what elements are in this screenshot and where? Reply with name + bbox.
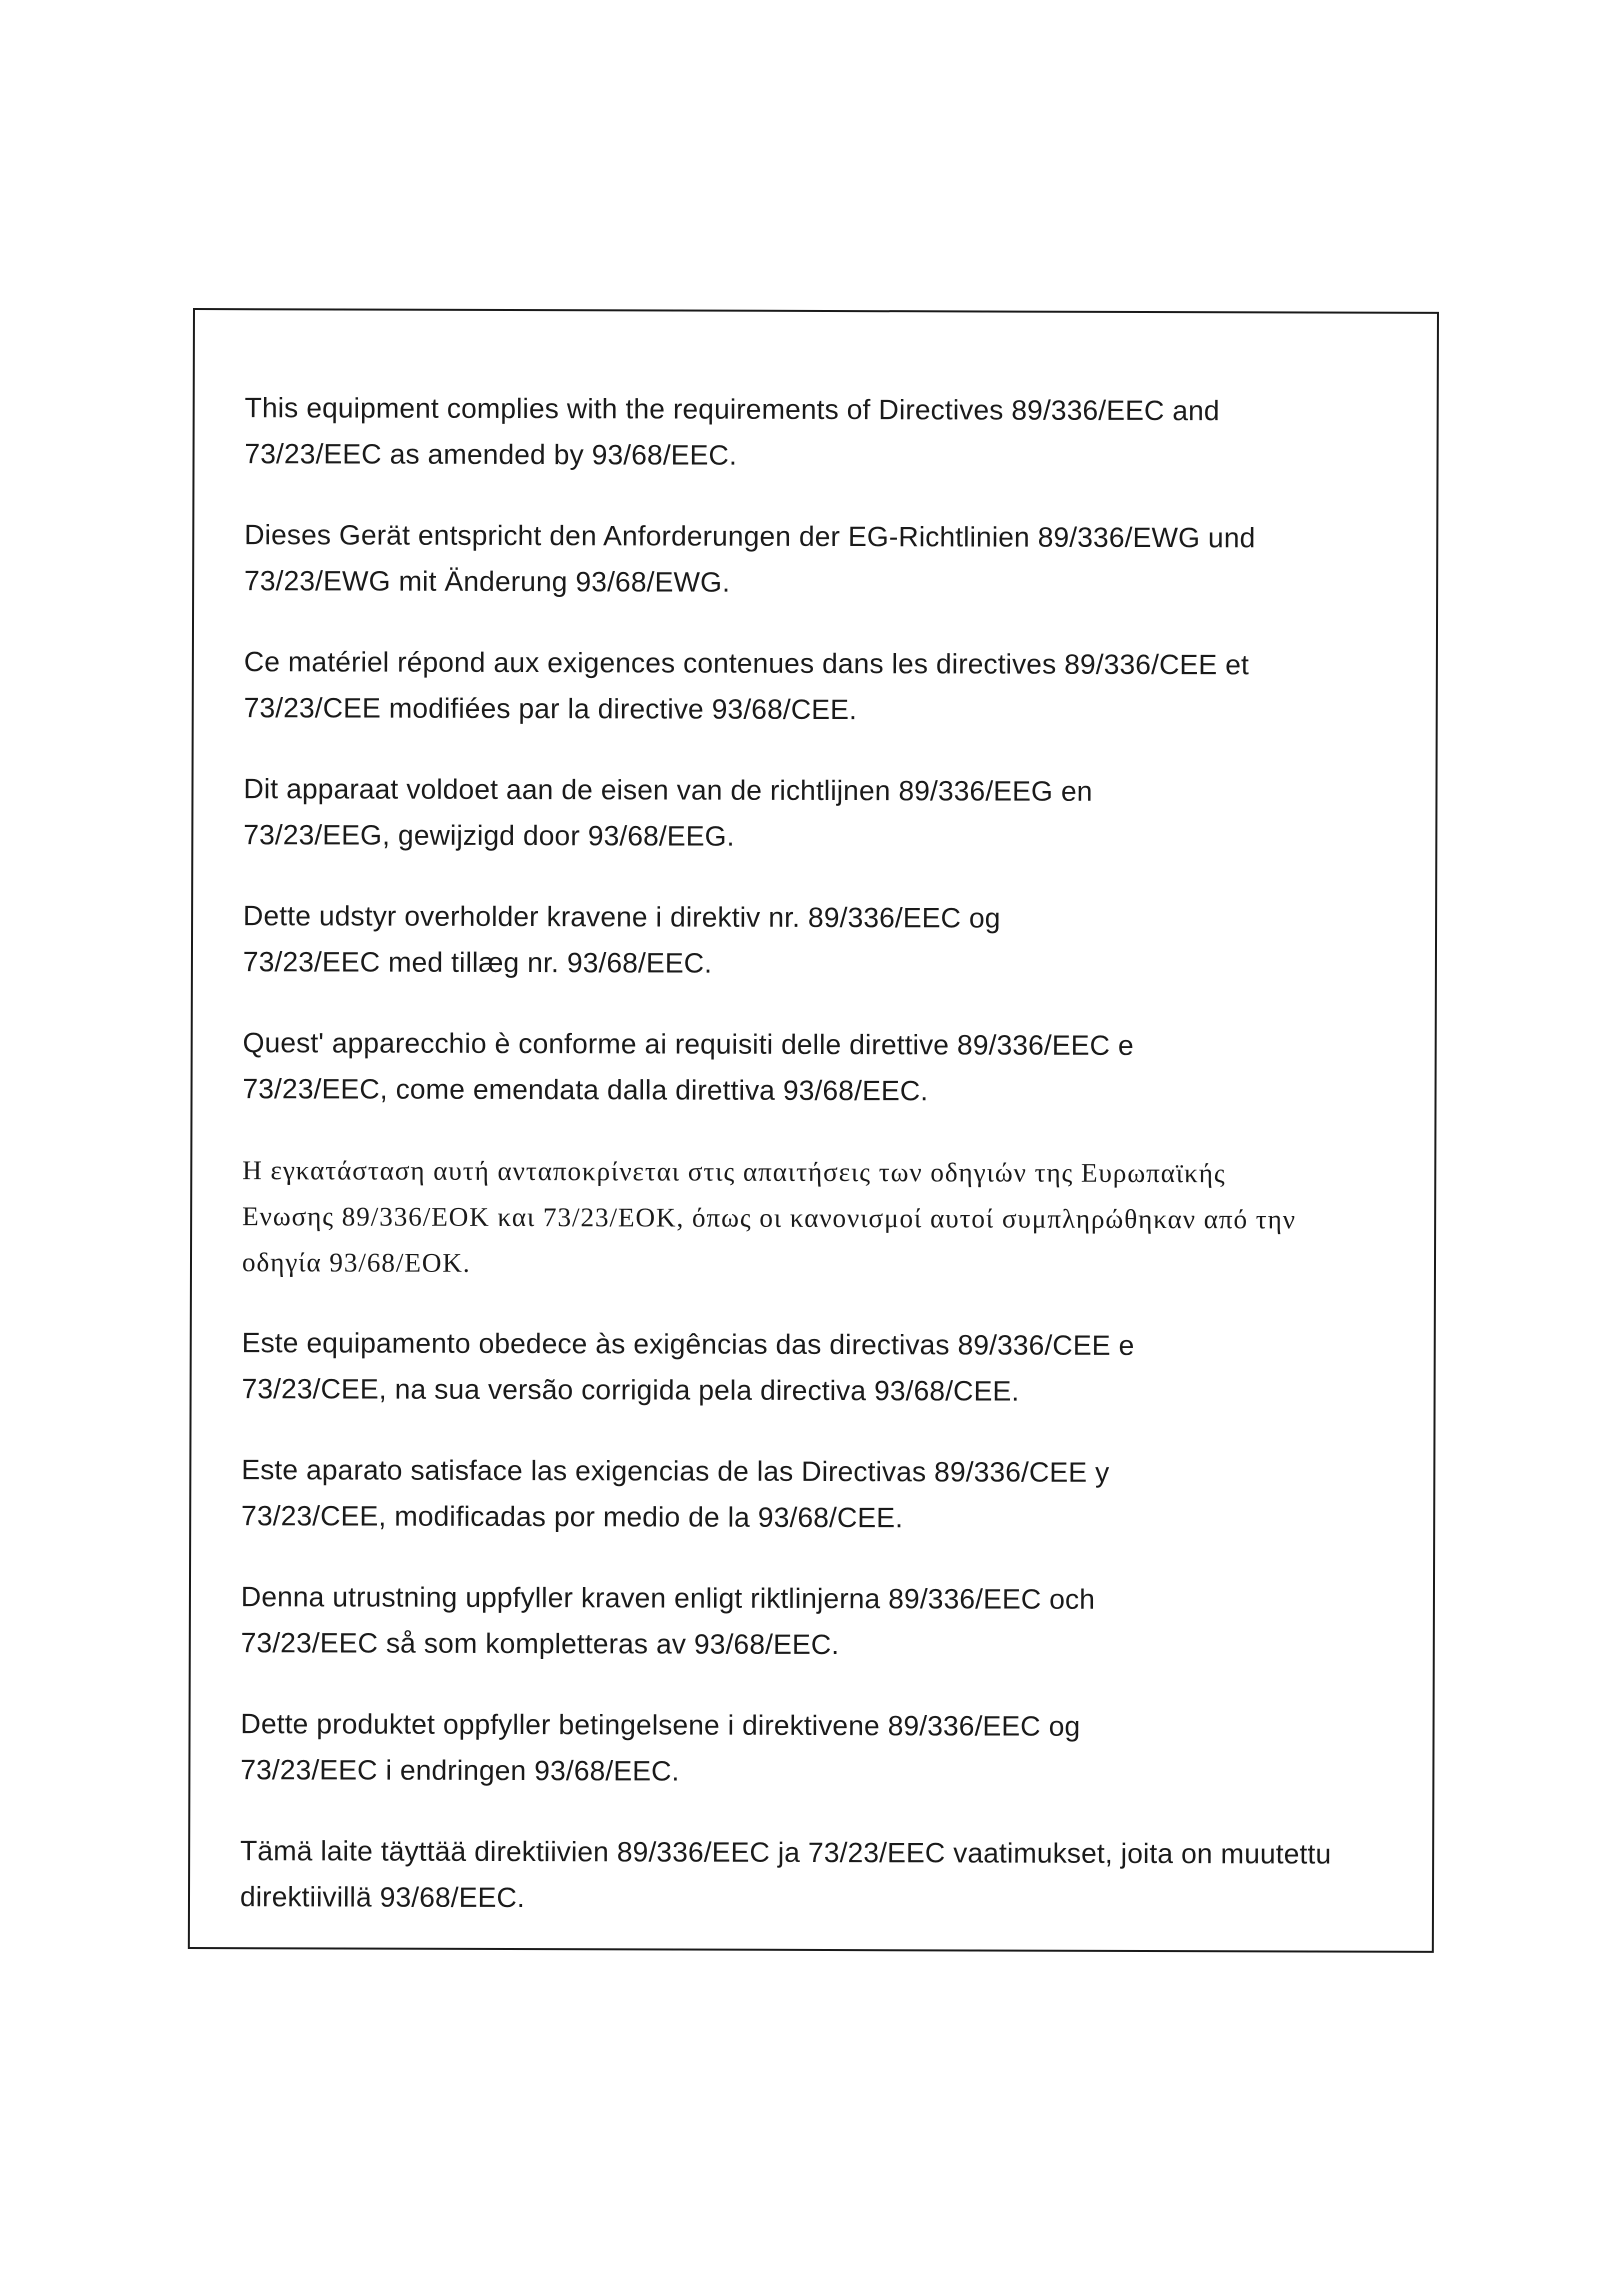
statement-french: Ce matériel répond aux exigences contenues dans les directives 89/336/CEE et 73/23/CEE modifiées par la directive 93/68/CEE. bbox=[243, 646, 1250, 726]
statement-greek: Η εγκατάσταση αυτή ανταποκρίνεται στις απαιτήσεις των οδηγιών της Ευρωπαϊκής Ενωσης 89/336/ΕΟΚ και 73/23/ΕΟΚ, όπως οι κανονισμοί αυτοί συμπληρώθηκαν από την οδηγία 93/68/ΕΟΚ. bbox=[241, 1155, 1297, 1278]
statement-spanish: Este aparato satisface las exigencias de las Directivas 89/336/CEE y 73/23/CEE, modificadas por medio de la 93/68/CEE. bbox=[241, 1454, 1110, 1534]
statement-english: This equipment complies with the requirements of Directives 89/336/EEC and 73/23/EEC as amended by 93/68/EEC. bbox=[244, 392, 1220, 471]
statement-danish: Dette udstyr overholder kravene i direktiv nr. 89/336/EEC og 73/23/EEC med tillæg nr. 93/68/EEC. bbox=[242, 900, 1001, 979]
statement-norwegian: Dette produktet oppfyller betingelsene i direktivene 89/336/EEC og 73/23/EEC i endringen 93/68/EEC. bbox=[240, 1708, 1081, 1787]
statement-italian: Quest' apparecchio è conforme ai requisiti delle direttive 89/336/EEC e 73/23/EEC, come emendata dalla direttiva 93/68/EEC. bbox=[242, 1027, 1134, 1107]
statement-portuguese: Este equipamento obedece às exigências das directivas 89/336/CEE e 73/23/CEE, na sua versão corrigida pela directiva 93/68/CEE. bbox=[241, 1327, 1135, 1407]
statement-german: Dieses Gerät entspricht den Anforderungen der EG-Richtlinien 89/336/EWG und 73/23/EWG mit Änderung 93/68/EWG. bbox=[244, 519, 1256, 598]
declaration-box bbox=[188, 308, 1439, 1953]
statement-dutch: Dit apparaat voldoet aan de eisen van de richtlijnen 89/336/EEG en 73/23/EEG, gewijzigd door 93/68/EEG. bbox=[243, 773, 1093, 852]
compliance-statements bbox=[240, 385, 1405, 1959]
statement-finnish: Tämä laite täyttää direktiivien 89/336/EEC ja 73/23/EEC vaatimukset, joita on muutettu direktiivillä 93/68/EEC. bbox=[239, 1835, 1332, 1914]
statement-swedish: Denna utrustning uppfyller kraven enligt riktlinjerna 89/336/EEC och 73/23/EEC så som kompletteras av 93/68/EEC. bbox=[240, 1581, 1096, 1661]
